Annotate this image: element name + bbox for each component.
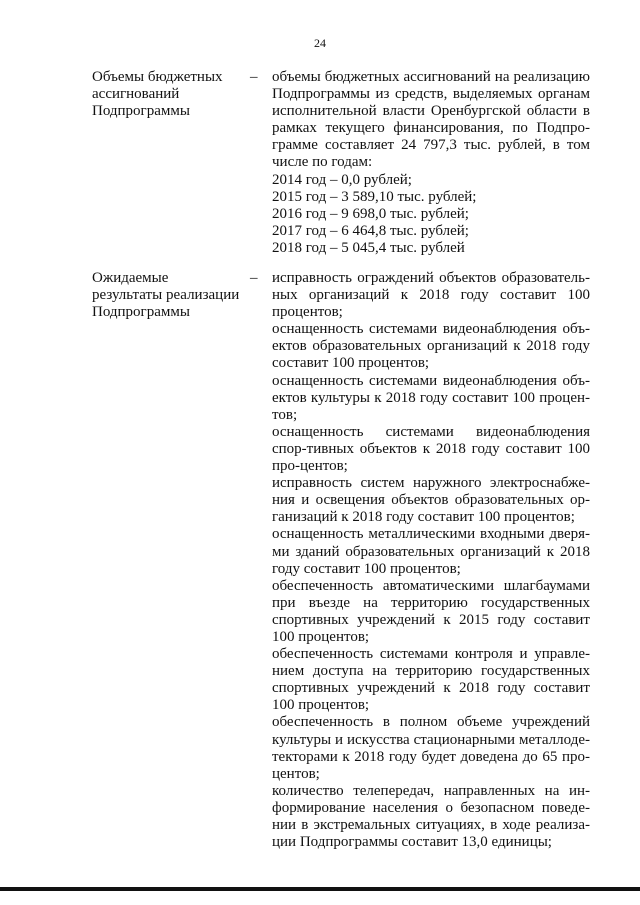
budget-year-line: 2014 год – 0,0 рублей; — [272, 171, 412, 188]
results-content — [272, 270, 590, 851]
page-number: 24 — [314, 36, 326, 50]
budget-label-line: Объемы бюджетных — [92, 69, 223, 85]
results-label-line: результаты реализации — [92, 287, 240, 303]
result-item: оснащенность системами видеонаблюдения объ-ектов образовательных организаций к 2018 году составит 100 процентов; — [272, 321, 590, 372]
bottom-rule — [0, 887, 640, 891]
budget-year-line: 2018 год – 5 045,4 тыс. рублей — [272, 239, 465, 256]
result-item: количество телепередач, направленных на ин-формирование населения о безопасном поведе-нии в экстремальных ситуациях, в ходе реализа-ции Подпрограммы составит 13,0 единицы; — [272, 782, 590, 851]
result-item: обеспеченность автоматическими шлагбаумами при въезде на территорию государственных спортивных учреждений к 2015 году составит 100 процентов; — [272, 577, 590, 645]
budget-intro: объемы бюджетных ассигнований на реализацию Подпрограммы из средств, выделяемых органам исполнительной власти Оренбургской области в рамках текущего финансирования, по Подпро-грамме составляет 24 797,3 тыс. рублей, в том числе по годам: — [272, 69, 590, 171]
result-item: исправность систем наружного электроснабже-ния и освещения объектов образовательных ор-ганизаций к 2018 году составит 100 процентов; — [272, 475, 590, 526]
result-item: обеспеченность системами контроля и управле-нием доступа на территорию государственных спортивных учреждений к 2018 году составит 100 процентов; — [272, 646, 590, 714]
results-label — [92, 270, 242, 321]
budget-year-line: 2016 год – 9 698,0 тыс. рублей; — [272, 205, 469, 222]
budget-year-line: 2017 год – 6 464,8 тыс. рублей; — [272, 222, 469, 239]
result-item: исправность ограждений объектов образователь-ных организаций к 2018 году составит 100 процентов; — [272, 270, 590, 321]
budget-dash: – — [250, 69, 258, 85]
results-dash: – — [250, 270, 258, 286]
result-item: оснащенность системами видеонаблюдения объ-ектов культуры к 2018 году составит 100 процен-тов; — [272, 372, 590, 423]
results-label-line: Ожидаемые — [92, 270, 169, 286]
result-item: обеспеченность в полном объеме учреждений культуры и искусства стационарными металлоде-текторами к 2018 году будет доведена до 65 про-центов; — [272, 714, 590, 782]
result-item: оснащенность металлическими входными дверя-ми зданий образовательных организаций к 2018 году составит 100 процентов; — [272, 526, 590, 577]
budget-label-line: Подпрограммы — [92, 103, 190, 119]
result-item: оснащенность системами видеонаблюдения спор-тивных объектов к 2018 году составит 100 про-центов; — [272, 423, 590, 475]
budget-content — [272, 69, 590, 257]
results-label-line: Подпрограммы — [92, 304, 190, 320]
budget-label-line: ассигнований — [92, 86, 180, 102]
budget-year-line: 2015 год – 3 589,10 тыс. рублей; — [272, 188, 477, 205]
budget-label — [92, 69, 242, 120]
